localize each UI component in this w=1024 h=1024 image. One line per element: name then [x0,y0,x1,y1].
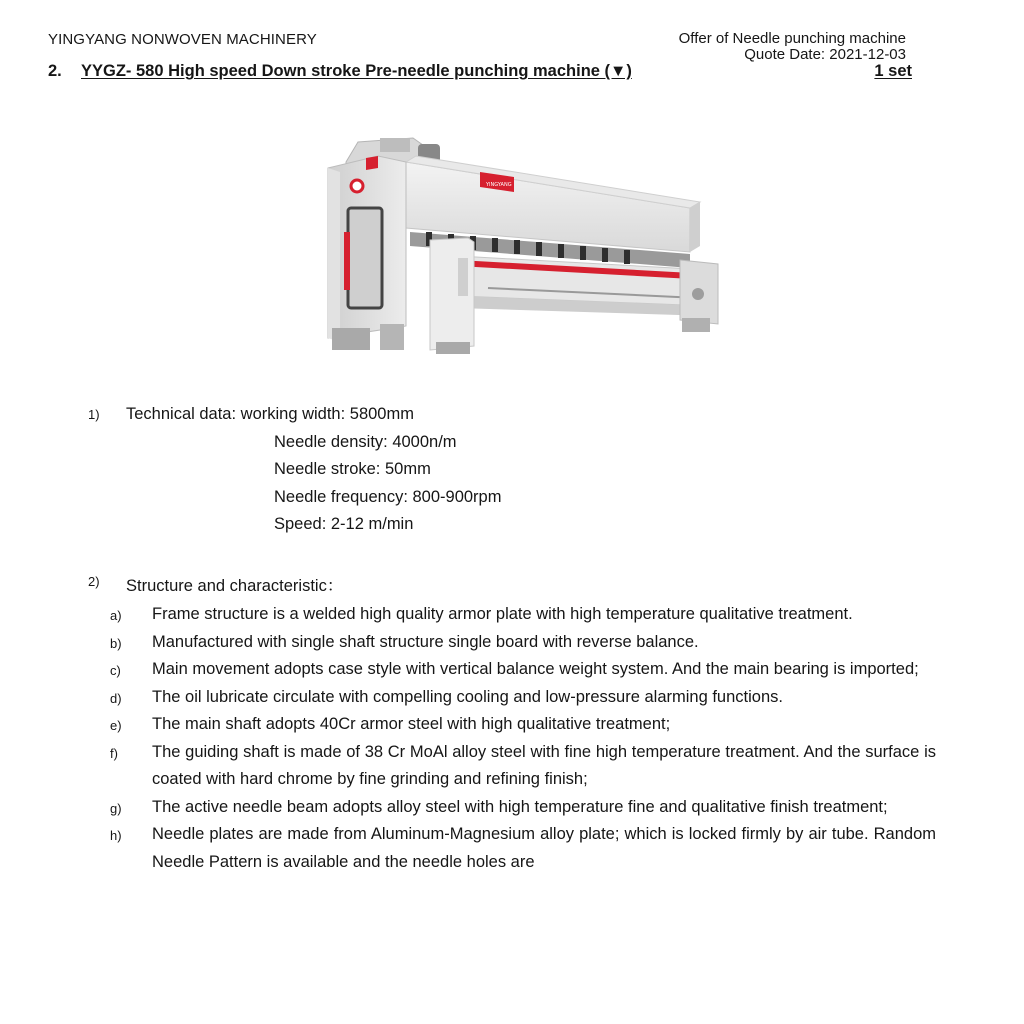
item-text: Needle plates are made from Aluminum-Magnesium alloy plate; which is locked firmly by air tube. Random Needle Pattern is available and the needle holes are [152,825,936,871]
technical-label: Technical data: working width: 5800mm [126,405,414,423]
list-item [110,821,936,876]
item-text: Frame structure is a welded high quality armor plate with high temperature qualitative treatment. [152,605,853,623]
machine-photo [318,120,730,360]
item-marker: a) [110,608,122,623]
item-marker: c) [110,663,121,678]
list-item [110,629,936,657]
item-marker: b) [110,635,122,651]
structure-list [110,601,936,876]
list-item [110,794,936,822]
list-item [110,656,936,684]
item-text: The guiding shaft is made of 38 Cr MoAl alloy steel with fine high temperature treatment. And the surface is coated with hard chrome by fine grinding and refining finish; [152,742,936,788]
list-item [110,739,936,794]
item-marker: d) [110,690,122,706]
technical-number: 1) [88,407,100,422]
item-marker: e) [110,718,122,733]
tech-line-needle-density: Needle density: 4000n/m [274,433,457,451]
structure-number: 2) [88,574,100,589]
item-text: The main shaft adopts 40Cr armor steel with high qualitative treatment; [152,715,671,733]
section-heading [48,62,914,81]
tech-line-needle-stroke: Needle stroke: 50mm [274,460,431,478]
item-text: Main movement adopts case style with vertical balance weight system. And the main bearing is imported; [152,660,919,678]
item-text: The oil lubricate circulate with compelling cooling and low-pressure alarming functions. [152,687,783,706]
tech-line-needle-frequency: Needle frequency: 800-900rpm [274,488,502,506]
heading-quantity: 1 set [874,62,912,80]
offer-header [679,31,906,63]
item-marker: h) [110,828,122,843]
heading-title: YYGZ- 580 High speed Down stroke Pre-needle punching machine (▼) [81,62,632,80]
item-marker: f) [110,745,118,761]
list-item [110,711,936,739]
item-text: The active needle beam adopts alloy steel with high temperature fine and qualitative finish treatment; [152,797,888,816]
tech-line-speed: Speed: 2-12 m/min [274,515,414,533]
item-marker: g) [110,800,122,816]
item-text: Manufactured with single shaft structure single board with reverse balance. [152,632,699,651]
heading-number: 2. [48,62,62,80]
company-name: YINGYANG NONWOVEN MACHINERY [48,31,317,48]
machine-brand-label: YINGYANG [486,182,512,188]
list-item [110,601,936,629]
quote-date: Quote Date: 2021-12-03 [744,46,906,63]
offer-title: Offer of Needle punching machine [678,30,906,47]
list-item [110,684,936,712]
structure-label: Structure and characteristic： [126,577,344,595]
